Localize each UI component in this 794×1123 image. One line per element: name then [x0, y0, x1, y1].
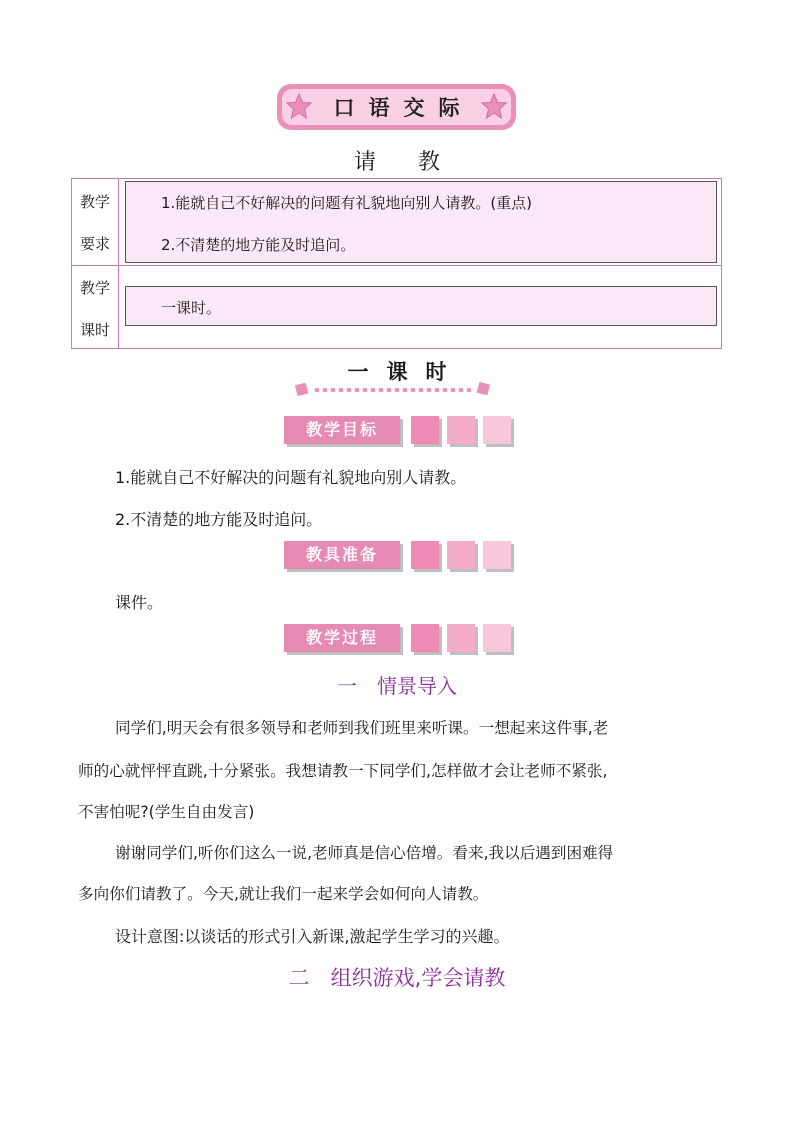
objective-item: 1.能就自己不好解决的问题有礼貌地向别人请教。 [115, 468, 467, 487]
paragraph-line: 多向你们请教了。今天,就让我们一起来学会如何向人请教。 [78, 885, 489, 903]
period-heading: 一课时 [347, 360, 465, 384]
decor-square [411, 416, 439, 444]
banner-title: 口语交际 [333, 96, 474, 120]
lesson-title: 请教 [353, 150, 482, 175]
design-intent: 设计意图:以谈话的形式引入新课,激起学生学习的兴趣。 [115, 927, 510, 946]
paragraph-line: 不害怕呢?(学生自由发言) [78, 803, 255, 821]
paragraph-line: 谢谢同学们,听你们这么一说,老师真是信心倍增。看来,我以后遇到困难得 [115, 844, 614, 862]
tag-label: 教学目标 [284, 416, 400, 444]
objective-item: 2.不清楚的地方能及时追问。 [115, 510, 323, 529]
requirement-item: 1.能就自己不好解决的问题有礼貌地向别人请教。(重点) [161, 194, 533, 212]
period-box [125, 286, 717, 326]
decor-square [483, 541, 511, 569]
decor-square [411, 541, 439, 569]
decor-square [447, 624, 475, 652]
decor-square [483, 624, 511, 652]
row-label: 教学 课时 [72, 265, 119, 349]
oral-communication-banner [277, 84, 516, 130]
teaching-requirements-row [72, 179, 721, 266]
objectives-tag [284, 416, 512, 448]
materials-text: 课件。 [115, 593, 164, 612]
period-text: 一课时。 [161, 299, 222, 317]
requirements-box [125, 181, 717, 263]
process-tag [284, 624, 512, 656]
tag-label: 教具准备 [284, 541, 400, 569]
decor-square [411, 624, 439, 652]
paragraph-line: 同学们,明天会有很多领导和老师到我们班里来听课。一想起来这件事,老 [115, 719, 609, 737]
section-heading: 二 组织游戏,学会请教 [288, 966, 506, 990]
paragraph-line: 师的心就怦怦直跳,十分紧张。我想请教一下同学们,怎样做才会让老师不紧张, [78, 762, 608, 780]
teaching-period-row [72, 265, 721, 349]
dotted-divider-icon [295, 381, 491, 397]
section-heading: 一 情景导入 [337, 674, 457, 698]
decor-square [447, 416, 475, 444]
requirement-item: 2.不清楚的地方能及时追问。 [161, 236, 356, 254]
row-label: 教学 要求 [72, 179, 119, 265]
decor-square [447, 541, 475, 569]
decor-square [483, 416, 511, 444]
materials-tag [284, 541, 512, 573]
requirements-table [71, 178, 722, 349]
tag-label: 教学过程 [284, 624, 400, 652]
